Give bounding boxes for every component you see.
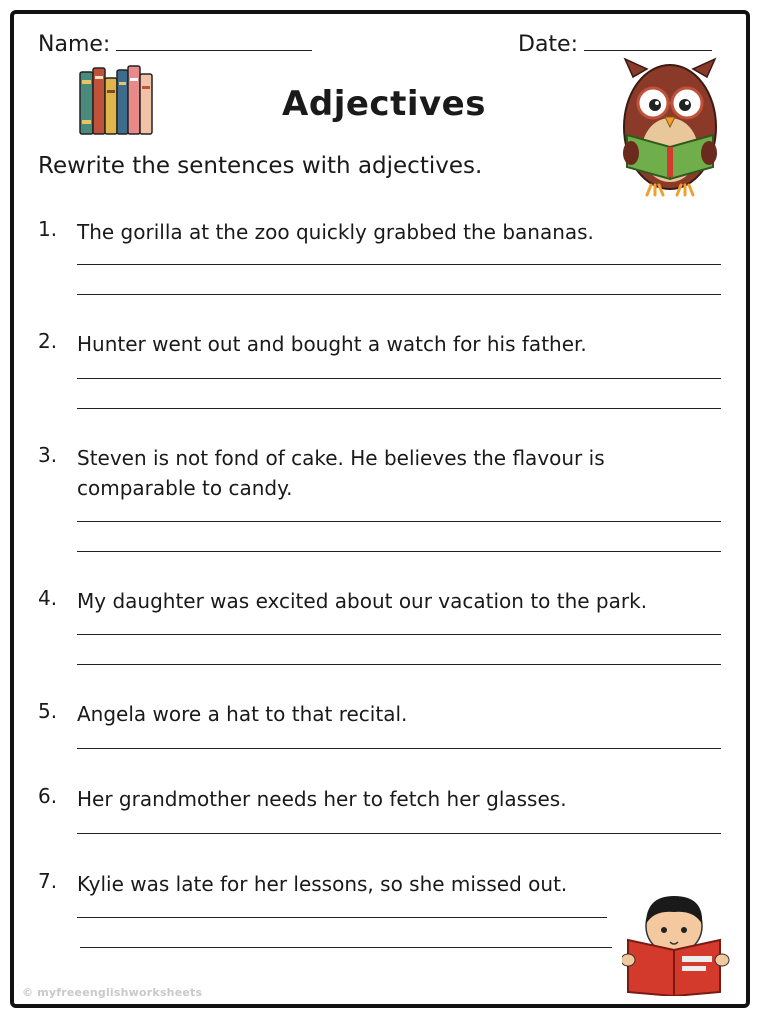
question-number-6: 6. [38, 784, 58, 808]
answer-line-3b[interactable] [77, 551, 721, 552]
page-title: Adjectives [282, 84, 486, 124]
question-text-4: My daughter was excited about our vacation to the park. [77, 589, 648, 613]
date-field [518, 32, 712, 57]
question-number-1: 1. [38, 217, 58, 241]
name-label: Name: [38, 32, 111, 57]
question-number-3: 3. [38, 443, 58, 467]
child-reading-icon [622, 892, 730, 996]
name-field [38, 32, 312, 57]
question-text-3: Steven is not fond of cake. He believes the flavour is comparable to candy. [77, 446, 605, 500]
question-number-2: 2. [38, 329, 58, 353]
date-label: Date: [518, 32, 578, 57]
question-text-1: The gorilla at the zoo quickly grabbed the bananas. [77, 220, 594, 244]
question-text-7: Kylie was late for her lessons, so she missed out. [77, 872, 568, 896]
answer-line-1a[interactable] [77, 264, 721, 265]
answer-line-2b[interactable] [77, 408, 721, 409]
watermark: © myfreeenglishworksheets [22, 986, 203, 999]
name-blank[interactable] [116, 32, 312, 51]
question-text-2: Hunter went out and bought a watch for his father. [77, 332, 587, 356]
question-text-5: Angela wore a hat to that recital. [77, 702, 408, 726]
date-blank[interactable] [584, 32, 712, 51]
question-number-4: 4. [38, 586, 58, 610]
answer-line-1b[interactable] [77, 294, 721, 295]
answer-line-5a[interactable] [77, 748, 721, 749]
answer-line-7a[interactable] [77, 917, 607, 918]
owl-reading-icon [615, 55, 725, 200]
question-number-5: 5. [38, 699, 58, 723]
answer-line-6a[interactable] [77, 833, 721, 834]
instructions: Rewrite the sentences with adjectives. [38, 153, 483, 179]
question-text-6: Her grandmother needs her to fetch her glasses. [77, 787, 567, 811]
answer-line-3a[interactable] [77, 521, 721, 522]
answer-line-7b[interactable] [80, 947, 612, 948]
answer-line-4a[interactable] [77, 634, 721, 635]
answer-line-2a[interactable] [77, 378, 721, 379]
question-number-7: 7. [38, 869, 58, 893]
answer-line-4b[interactable] [77, 664, 721, 665]
